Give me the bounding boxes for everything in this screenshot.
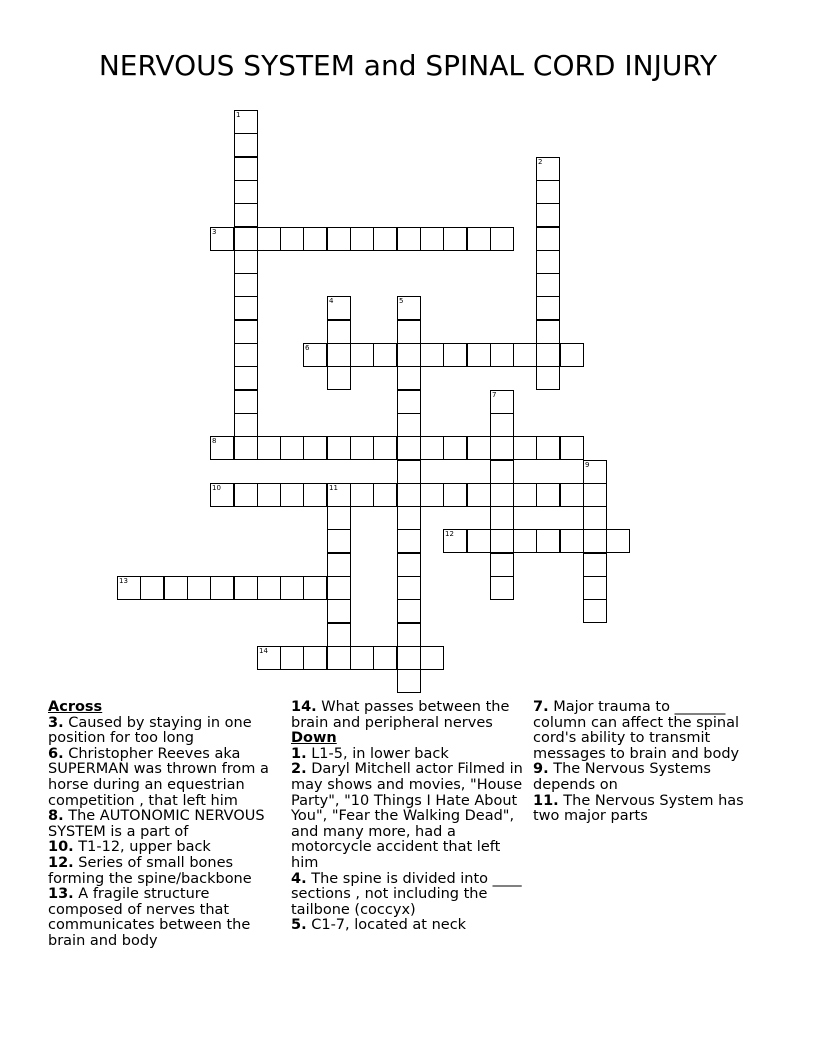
grid-cell[interactable] [303, 436, 327, 460]
grid-cell[interactable] [513, 483, 537, 507]
grid-cell[interactable] [536, 483, 560, 507]
cell-number: 6 [305, 344, 310, 352]
cell-number: 12 [445, 530, 454, 538]
grid-cell[interactable] [536, 436, 560, 460]
grid-cell[interactable] [350, 343, 374, 367]
grid-cell[interactable] [373, 483, 397, 507]
grid-cell[interactable] [513, 529, 537, 553]
grid-cell[interactable] [420, 227, 444, 251]
grid-cell[interactable] [397, 320, 421, 344]
grid-cell[interactable] [536, 203, 560, 227]
grid-cell[interactable] [280, 436, 304, 460]
cell-number: 7 [492, 391, 497, 399]
grid-cell[interactable] [397, 506, 421, 530]
clue-number: 5. [291, 917, 307, 934]
grid-cell[interactable] [234, 436, 258, 460]
grid-cell[interactable] [536, 250, 560, 274]
grid-cell[interactable] [327, 436, 351, 460]
grid-cell[interactable] [583, 460, 607, 484]
grid-cell[interactable] [327, 553, 351, 577]
clue-number: 6. [48, 745, 64, 762]
grid-cell[interactable] [536, 529, 560, 553]
grid-cell[interactable] [140, 576, 164, 600]
grid-cell[interactable] [303, 483, 327, 507]
grid-cell[interactable] [583, 483, 607, 507]
down-heading: Down [291, 730, 337, 747]
grid-cell[interactable] [327, 227, 351, 251]
grid-cell[interactable] [536, 180, 560, 204]
grid-cell[interactable] [257, 483, 281, 507]
grid-cell[interactable] [210, 227, 234, 251]
grid-cell[interactable] [234, 157, 258, 181]
grid-cell[interactable] [536, 366, 560, 390]
grid-cell[interactable] [234, 413, 258, 437]
grid-cell[interactable] [467, 529, 491, 553]
grid-cell[interactable] [397, 366, 421, 390]
grid-cell[interactable] [420, 343, 444, 367]
grid-cell[interactable] [490, 506, 514, 530]
clue-text: Series of small bones forming the spine/backbone [48, 854, 252, 887]
grid-cell[interactable] [490, 227, 514, 251]
clues-column-1 [48, 700, 284, 950]
clue-across-13 [48, 887, 284, 949]
grid-cell[interactable] [234, 180, 258, 204]
clue-number: 9. [533, 761, 549, 778]
grid-cell[interactable] [420, 646, 444, 670]
clue-number: 4. [291, 870, 307, 887]
clue-down-5 [291, 918, 527, 934]
clue-text: C1-7, located at neck [311, 917, 467, 934]
cell-number: 10 [212, 484, 221, 492]
grid-cell[interactable] [234, 366, 258, 390]
grid-cell[interactable] [467, 227, 491, 251]
puzzle-title: NERVOUS SYSTEM and SPINAL CORD INJURY [98, 49, 718, 82]
clue-number: 7. [533, 699, 549, 715]
grid-cell[interactable] [210, 576, 234, 600]
grid-cell[interactable] [397, 343, 421, 367]
clue-number: 11. [533, 792, 559, 809]
grid-cell[interactable] [327, 320, 351, 344]
clue-text: Caused by staying in one position for too long [48, 714, 252, 747]
grid-cell[interactable] [490, 576, 514, 600]
grid-cell[interactable] [257, 436, 281, 460]
grid-cell[interactable] [606, 529, 630, 553]
cell-number: 5 [399, 297, 404, 305]
clue-text: The AUTONOMIC NERVOUS SYSTEM is a part of [48, 808, 265, 840]
grid-cell[interactable] [187, 576, 211, 600]
grid-cell[interactable] [350, 646, 374, 670]
grid-cell[interactable] [443, 227, 467, 251]
grid-cell[interactable] [327, 343, 351, 367]
grid-cell[interactable] [327, 483, 351, 507]
clue-text: Daryl Mitchell actor Filmed in may shows and movies, "House Party", "10 Things I Hate About You", "Fear the Walking Dead", and many more, had a motorcycle accident that left him [291, 761, 523, 871]
grid-cell[interactable] [327, 529, 351, 553]
grid-cell[interactable] [513, 436, 537, 460]
grid-cell[interactable] [490, 483, 514, 507]
clue-down-1 [291, 747, 527, 763]
clue-down-2 [291, 762, 527, 871]
cell-number: 8 [212, 437, 217, 445]
clue-across-6 [48, 747, 284, 809]
clue-text: The Nervous System has two major parts [533, 792, 744, 825]
grid-cell[interactable] [327, 366, 351, 390]
grid-cell[interactable] [583, 576, 607, 600]
grid-cell[interactable] [490, 413, 514, 437]
grid-cell[interactable] [490, 343, 514, 367]
clue-text: The Nervous Systems depends on [533, 761, 711, 793]
clue-down-11 [533, 794, 769, 825]
grid-cell[interactable] [303, 343, 327, 367]
grid-cell[interactable] [327, 506, 351, 530]
clue-across-8 [48, 809, 284, 840]
grid-cell[interactable] [397, 296, 421, 320]
clue-text: A fragile structure composed of nerves that communicates between the brain and body [48, 886, 251, 949]
cell-number: 4 [329, 297, 334, 305]
grid-cell[interactable] [327, 599, 351, 623]
grid-cell[interactable] [350, 227, 374, 251]
across-heading: Across [48, 699, 103, 715]
grid-cell[interactable] [443, 529, 467, 553]
grid-cell[interactable] [490, 460, 514, 484]
grid-cell[interactable] [490, 553, 514, 577]
grid-cell[interactable] [350, 483, 374, 507]
grid-cell[interactable] [536, 273, 560, 297]
grid-cell[interactable] [397, 553, 421, 577]
grid-cell[interactable] [257, 576, 281, 600]
grid-cell[interactable] [280, 483, 304, 507]
grid-cell[interactable] [490, 529, 514, 553]
grid-cell[interactable] [560, 343, 584, 367]
cell-number: 2 [538, 158, 543, 166]
grid-cell[interactable] [234, 320, 258, 344]
clue-number: 10. [48, 839, 74, 856]
grid-cell[interactable] [490, 436, 514, 460]
grid-cell[interactable] [303, 227, 327, 251]
grid-cell[interactable] [560, 436, 584, 460]
clue-number: 2. [291, 761, 307, 778]
cell-number: 9 [585, 461, 590, 469]
grid-cell[interactable] [583, 529, 607, 553]
grid-cell[interactable] [210, 483, 234, 507]
grid-cell[interactable] [327, 646, 351, 670]
clue-across-12 [48, 856, 284, 887]
clue-number: 1. [291, 745, 307, 762]
grid-cell[interactable] [234, 343, 258, 367]
grid-cell[interactable] [234, 227, 258, 251]
grid-cell[interactable] [560, 483, 584, 507]
grid-cell[interactable] [397, 483, 421, 507]
grid-cell[interactable] [234, 110, 258, 134]
clue-number: 8. [48, 808, 64, 825]
grid-cell[interactable] [420, 436, 444, 460]
grid-cell[interactable] [303, 646, 327, 670]
grid-cell[interactable] [234, 203, 258, 227]
grid-cell[interactable] [373, 646, 397, 670]
grid-cell[interactable] [280, 576, 304, 600]
grid-cell[interactable] [397, 460, 421, 484]
clue-text: Christopher Reeves aka SUPERMAN was thrown from a horse during an equestrian competition , that left him [48, 745, 269, 809]
grid-cell[interactable] [234, 250, 258, 274]
clue-number: 3. [48, 714, 64, 731]
clue-across-3 [48, 716, 284, 747]
grid-cell[interactable] [327, 296, 351, 320]
grid-cell[interactable] [583, 506, 607, 530]
grid-cell[interactable] [490, 390, 514, 414]
grid-cell[interactable] [210, 436, 234, 460]
grid-cell[interactable] [373, 436, 397, 460]
clue-number: 13. [48, 886, 74, 903]
cell-number: 1 [236, 111, 241, 119]
grid-cell[interactable] [420, 483, 444, 507]
clue-text: What passes between the brain and peripheral nerves [291, 699, 510, 731]
grid-cell[interactable] [234, 133, 258, 157]
clue-text: The spine is divided into ____ sections , not including the tailbone (coccyx) [291, 870, 522, 918]
grid-cell[interactable] [164, 576, 188, 600]
grid-cell[interactable] [373, 227, 397, 251]
clues-column-2 [291, 700, 527, 934]
clue-number: 12. [48, 854, 74, 871]
grid-cell[interactable] [234, 296, 258, 320]
grid-cell[interactable] [397, 227, 421, 251]
clue-down-7 [533, 700, 769, 762]
grid-cell[interactable] [536, 227, 560, 251]
grid-cell[interactable] [513, 343, 537, 367]
grid-cell[interactable] [257, 227, 281, 251]
clue-text: Major trauma to _______ column can affect the spinal cord's ability to transmit messages to brain and body [533, 699, 740, 762]
grid-cell[interactable] [397, 646, 421, 670]
clue-text: T1-12, upper back [78, 839, 211, 856]
cell-number: 3 [212, 228, 217, 236]
grid-cell[interactable] [257, 646, 281, 670]
clue-down-9 [533, 762, 769, 793]
grid-cell[interactable] [397, 623, 421, 647]
grid-cell[interactable] [397, 576, 421, 600]
grid-cell[interactable] [234, 576, 258, 600]
grid-cell[interactable] [350, 436, 374, 460]
grid-cell[interactable] [397, 390, 421, 414]
grid-cell[interactable] [443, 343, 467, 367]
grid-cell[interactable] [583, 553, 607, 577]
grid-cell[interactable] [583, 599, 607, 623]
grid-cell[interactable] [443, 436, 467, 460]
grid-cell[interactable] [560, 529, 584, 553]
grid-cell[interactable] [536, 320, 560, 344]
grid-cell[interactable] [234, 273, 258, 297]
clues-column-3 [533, 700, 769, 825]
grid-cell[interactable] [327, 576, 351, 600]
grid-cell[interactable] [280, 646, 304, 670]
cell-number: 14 [259, 647, 268, 655]
grid-cell[interactable] [397, 669, 421, 693]
grid-cell[interactable] [280, 227, 304, 251]
grid-cell[interactable] [467, 343, 491, 367]
clue-down-4 [291, 872, 527, 919]
grid-cell[interactable] [117, 576, 141, 600]
grid-cell[interactable] [397, 436, 421, 460]
grid-cell[interactable] [373, 343, 397, 367]
grid-cell[interactable] [536, 157, 560, 181]
clue-across-10 [48, 840, 284, 856]
cell-number: 13 [119, 577, 128, 585]
grid-cell[interactable] [327, 623, 351, 647]
cell-number: 11 [329, 484, 338, 492]
grid-cell[interactable] [397, 529, 421, 553]
grid-cell[interactable] [303, 576, 327, 600]
clue-across-14 [291, 700, 527, 731]
grid-cell[interactable] [234, 483, 258, 507]
grid-cell[interactable] [443, 483, 467, 507]
grid-cell[interactable] [467, 436, 491, 460]
grid-cell[interactable] [397, 413, 421, 437]
clue-number: 14. [291, 699, 317, 715]
grid-cell[interactable] [234, 390, 258, 414]
clue-text: L1-5, in lower back [311, 745, 449, 762]
grid-cell[interactable] [536, 343, 560, 367]
grid-cell[interactable] [536, 296, 560, 320]
grid-cell[interactable] [467, 483, 491, 507]
grid-cell[interactable] [397, 599, 421, 623]
